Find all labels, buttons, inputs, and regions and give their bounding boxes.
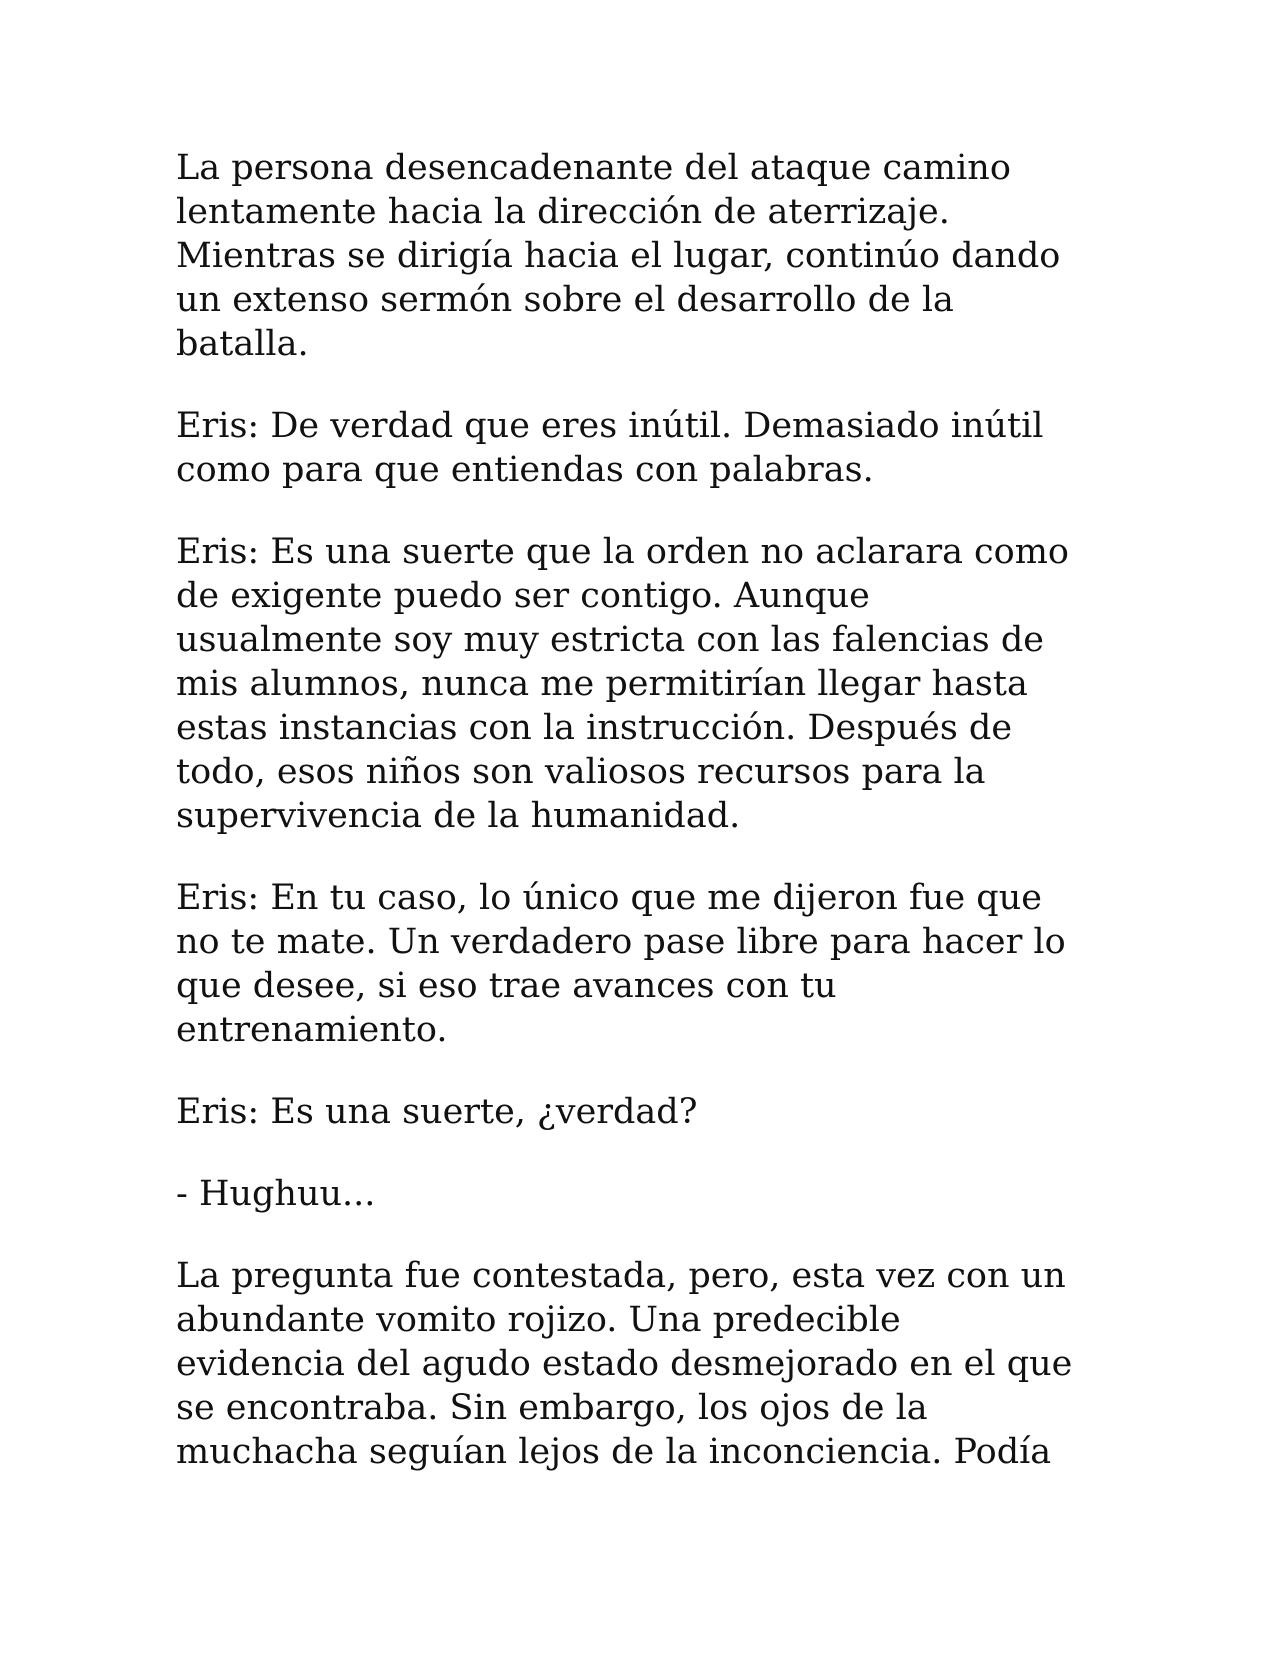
text-line: como para que entiendas con palabras. [176,450,874,490]
text-line: Eris: Es una suerte, ¿verdad? [176,1092,698,1132]
text-line: un extenso sermón sobre el desarrollo de la [176,280,954,320]
text-line: estas instancias con la instrucción. Después de [176,708,1013,748]
paragraph-5 [176,1090,1116,1134]
text-line: La persona desencadenante del ataque camino [176,148,1011,188]
text-line: Eris: En tu caso, lo único que me dijeron fue que [176,878,1042,918]
text-line: - Hughuu... [176,1174,376,1214]
text-line: Mientras se dirigía hacia el lugar, continúo dando [176,236,1061,276]
text-line: muchacha seguían lejos de la inconciencia. Podía [176,1432,1052,1472]
text-line: evidencia del agudo estado desmejorado en el que [176,1344,1073,1384]
text-line: de exigente puedo ser contigo. Aunque [176,576,870,616]
paragraph-3 [176,530,1116,838]
text-line: no te mate. Un verdadero pase libre para hacer lo [176,922,1066,962]
text-line: todo, esos niños son valiosos recursos para la [176,752,986,792]
text-line: usualmente soy muy estricta con las falencias de [176,620,1044,660]
text-line: Eris: De verdad que eres inútil. Demasiado inútil [176,406,1044,446]
text-line: La pregunta fue contestada, pero, esta vez con un [176,1256,1066,1296]
paragraph-2 [176,404,1116,492]
text-line: se encontraba. Sin embargo, los ojos de la [176,1388,928,1428]
text-line: que desee, si eso trae avances con tu [176,966,837,1006]
paragraph-6 [176,1172,1116,1216]
text-line: abundante vomito rojizo. Una predecible [176,1300,901,1340]
text-line: lentamente hacia la dirección de aterrizaje. [176,192,950,232]
text-column [176,146,1116,1512]
text-line: Eris: Es una suerte que la orden no aclarara como [176,532,1069,572]
text-line: batalla. [176,324,309,364]
text-line: supervivencia de la humanidad. [176,796,741,836]
paragraph-4 [176,876,1116,1052]
text-line: mis alumnos, nunca me permitirían llegar hasta [176,664,1028,704]
text-line: entrenamiento. [176,1010,448,1050]
paragraph-7 [176,1254,1116,1474]
paragraph-1 [176,146,1116,366]
